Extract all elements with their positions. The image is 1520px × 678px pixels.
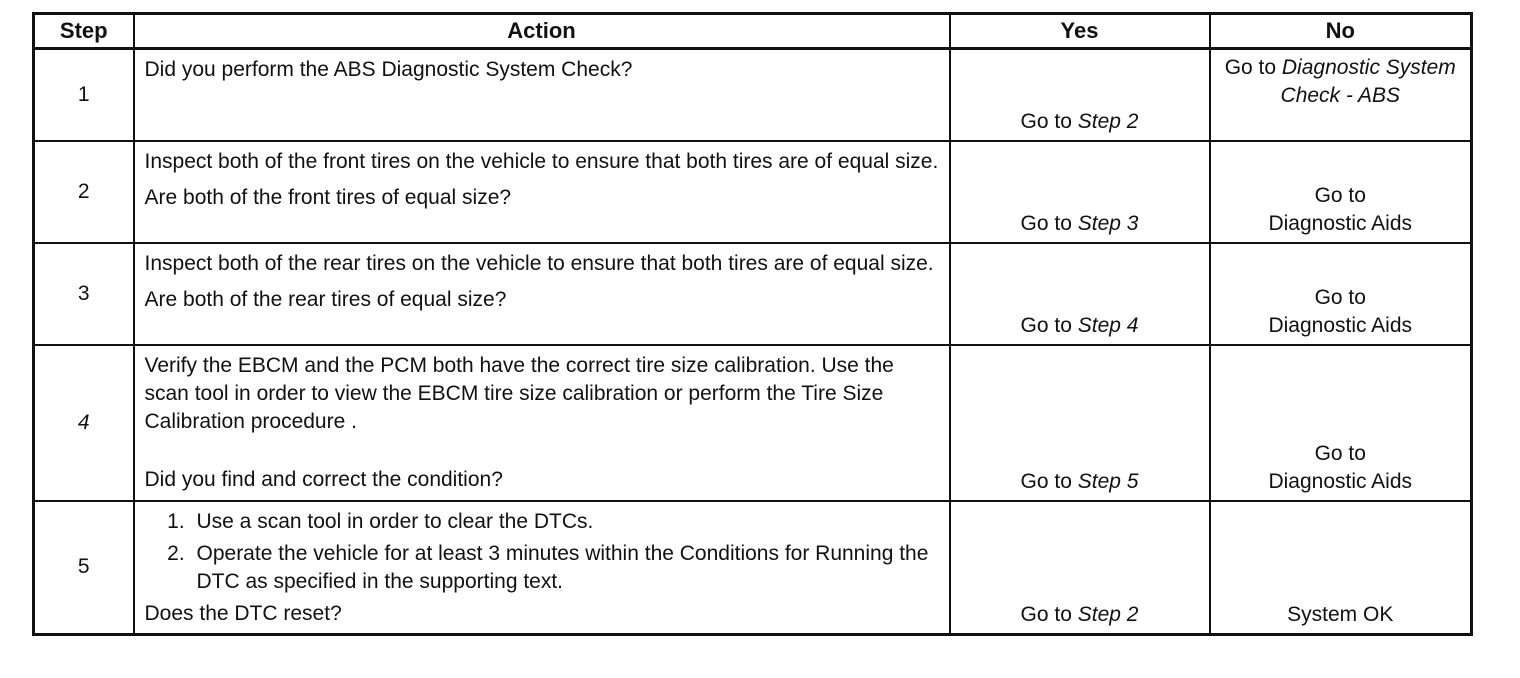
no-diagnostic-aids-link[interactable]: Diagnostic Aids	[1268, 211, 1413, 235]
action-text: Inspect both of the rear tires on the vehicle to ensure that both tires are of equal size.	[144, 251, 934, 275]
yes-prefix: Go to	[1020, 603, 1078, 626]
step-number: 2	[34, 141, 134, 243]
no-line-1: Go to	[1314, 285, 1366, 309]
action-cell	[134, 501, 950, 635]
action-cell	[134, 49, 950, 141]
action-text: Did you perform the ABS Diagnostic System Check?	[144, 58, 633, 81]
yes-step-link[interactable]: Step 3	[1077, 211, 1139, 235]
no-diagnostic-aids-link[interactable]: Diagnostic Aids	[1268, 313, 1413, 337]
header-step: Step	[34, 14, 134, 49]
yes-step-link[interactable]: Step 4	[1077, 313, 1139, 337]
action-question: Are both of the front tires of equal size?	[144, 185, 512, 209]
header-row	[34, 14, 1472, 49]
diagnostic-table-container	[32, 12, 1470, 636]
yes-prefix: Go to	[1020, 109, 1078, 133]
no-cell	[1210, 501, 1472, 635]
table-row	[34, 501, 1472, 635]
step-number: 3	[34, 243, 134, 345]
action-cell	[134, 141, 950, 243]
yes-prefix: Go to	[1020, 469, 1078, 493]
no-cell	[1210, 141, 1472, 243]
step-number: 5	[34, 501, 134, 635]
diagnostic-table	[32, 12, 1473, 636]
table-row	[34, 141, 1472, 243]
no-system-ok: System OK	[1287, 603, 1394, 626]
no-cell	[1210, 243, 1472, 345]
action-question: Did you find and correct the condition?	[144, 467, 503, 491]
action-question: Does the DTC reset?	[144, 601, 342, 625]
yes-cell	[950, 243, 1210, 345]
no-line-1: Go to	[1314, 183, 1366, 207]
action-cell	[134, 243, 950, 345]
no-prefix: Go to	[1224, 56, 1282, 79]
yes-cell	[950, 141, 1210, 243]
substep-list	[145, 508, 939, 596]
header-action: Action	[134, 14, 950, 49]
substep-item: 1. Use a scan tool in order to clear the DTCs.	[191, 508, 939, 536]
no-cell	[1210, 345, 1472, 501]
table-row	[34, 49, 1472, 141]
table-row	[34, 345, 1472, 501]
yes-step-link[interactable]: Step 2	[1077, 109, 1139, 133]
yes-step-link[interactable]: Step 5	[1077, 469, 1139, 493]
no-line-1: Go to	[1314, 441, 1366, 465]
step-number: 4	[34, 345, 134, 501]
action-cell	[134, 345, 950, 501]
no-procedure-link[interactable]: Diagnostic System Check - ABS	[1280, 56, 1456, 107]
action-question: Are both of the rear tires of equal size?	[144, 287, 507, 311]
header-yes: Yes	[950, 14, 1210, 49]
yes-cell	[950, 345, 1210, 501]
yes-prefix: Go to	[1020, 313, 1078, 337]
substep-item: 2. Operate the vehicle for at least 3 minutes within the Conditions for Running the DTC as specified in the supporting text.	[191, 540, 939, 596]
action-text: Verify the EBCM and the PCM both have the correct tire size calibration. Use the scan tool in order to view the EBCM tire size calibration or perform the Tire Size Calibration procedure .	[144, 353, 894, 433]
table-row	[34, 243, 1472, 345]
no-cell	[1210, 49, 1472, 141]
yes-cell	[950, 501, 1210, 635]
yes-cell	[950, 49, 1210, 141]
step-number: 1	[34, 49, 134, 141]
action-text: Inspect both of the front tires on the vehicle to ensure that both tires are of equal size.	[144, 149, 939, 173]
yes-step-link[interactable]: Step 2	[1077, 603, 1139, 626]
yes-prefix: Go to	[1020, 211, 1078, 235]
header-no: No	[1210, 14, 1472, 49]
no-diagnostic-aids-link[interactable]: Diagnostic Aids	[1268, 469, 1413, 493]
